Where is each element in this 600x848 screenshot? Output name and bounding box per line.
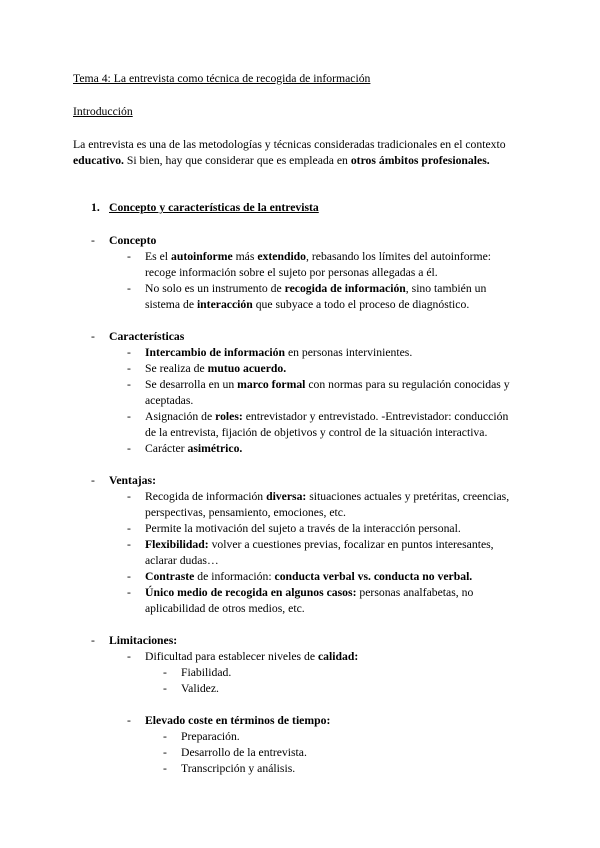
ventajas-item-2: Permite la motivación del sujeto a través de la interacción personal. [145,522,461,535]
bullet-dash: - [127,378,131,391]
bullet-dash: - [163,746,167,759]
caracteristicas-item-4-cont: de la entrevista, fijación de objetivos y control de la situación interactiva. [145,426,488,439]
intro-line-1: La entrevista es una de las metodologías y técnicas consideradas tradicionales en el contexto [73,138,506,151]
caracteristicas-item-1: Intercambio de información en personas intervinientes. [145,346,413,359]
bullet-dash: - [127,490,131,503]
bullet-dash: - [127,586,131,599]
caracteristicas-item-3: Se desarrolla en un marco formal con normas para su regulación conocidas y [145,378,510,391]
caracteristicas-item-4: Asignación de roles: entrevistador y entrevistado. -Entrevistador: conducción [145,410,509,423]
bullet-dash: - [91,234,95,247]
ventajas-item-5-cont: aplicabilidad de otros medios, etc. [145,602,305,615]
intro-line-2: educativo. Si bien, hay que considerar que es empleada en otros ámbitos profesionales. [73,154,490,167]
bullet-dash: - [127,362,131,375]
bullet-dash: - [163,730,167,743]
concepto-item-1-cont: recoge información sobre el sujeto por personas allegadas a él. [145,266,438,279]
bullet-dash: - [127,650,131,663]
bullet-dash: - [127,522,131,535]
bullet-dash: - [91,474,95,487]
caracteristicas-item-3-cont: aceptadas. [145,394,194,407]
bullet-dash: - [127,714,131,727]
bullet-dash: - [127,282,131,295]
bullet-dash: - [127,250,131,263]
concepto-heading: Concepto [109,234,157,247]
bullet-dash: - [91,330,95,343]
bullet-dash: - [127,538,131,551]
ventajas-item-1: Recogida de información diversa: situaciones actuales y pretéritas, creencias, [145,490,510,503]
bullet-dash: - [163,666,167,679]
ventajas-item-3: Flexibilidad: volver a cuestiones previas, focalizar en puntos interesantes, [145,538,494,551]
bullet-dash: - [91,634,95,647]
bullet-dash: - [163,682,167,695]
sub-item: Validez. [181,682,219,695]
caracteristicas-item-5: Carácter asimétrico. [145,442,243,455]
bullet-dash: - [127,570,131,583]
section-title: Concepto y características de la entrevista [109,201,319,214]
limitaciones-item-2: Elevado coste en términos de tiempo: [145,714,331,727]
sub-item: Desarrollo de la entrevista. [181,746,307,759]
ventajas-item-5: Único medio de recogida en algunos casos: personas analfabetas, no [145,586,474,599]
bullet-dash: - [127,410,131,423]
ventajas-heading: Ventajas: [109,474,156,487]
intro-heading: Introducción [73,105,133,118]
bullet-dash: - [127,346,131,359]
ventajas-item-1-cont: perspectivas, pensamiento, emociones, etc. [145,506,346,519]
bullet-dash: - [163,762,167,775]
sub-item: Preparación. [181,730,240,743]
bullet-dash: - [127,442,131,455]
limitaciones-heading: Limitaciones: [109,634,178,647]
sub-item: Transcripción y análisis. [181,762,296,775]
ventajas-item-3-cont: aclarar dudas… [145,554,219,567]
section-number: 1. [91,201,100,214]
sub-item: Fiabilidad. [181,666,232,679]
concepto-item-2: No solo es un instrumento de recogida de información, sino también un [145,282,487,295]
concepto-item-2-cont: sistema de interacción que subyace a todo el proceso de diagnóstico. [145,298,470,311]
caracteristicas-heading: Características [109,330,185,343]
document-title: Tema 4: La entrevista como técnica de recogida de información [73,72,371,85]
concepto-item-1: Es el autoinforme más extendido, rebasando los límites del autoinforme: [145,250,492,263]
caracteristicas-item-2: Se realiza de mutuo acuerdo. [145,362,287,375]
limitaciones-item-1: Dificultad para establecer niveles de calidad: [145,650,359,663]
ventajas-item-4: Contraste de información: conducta verbal vs. conducta no verbal. [145,570,473,583]
